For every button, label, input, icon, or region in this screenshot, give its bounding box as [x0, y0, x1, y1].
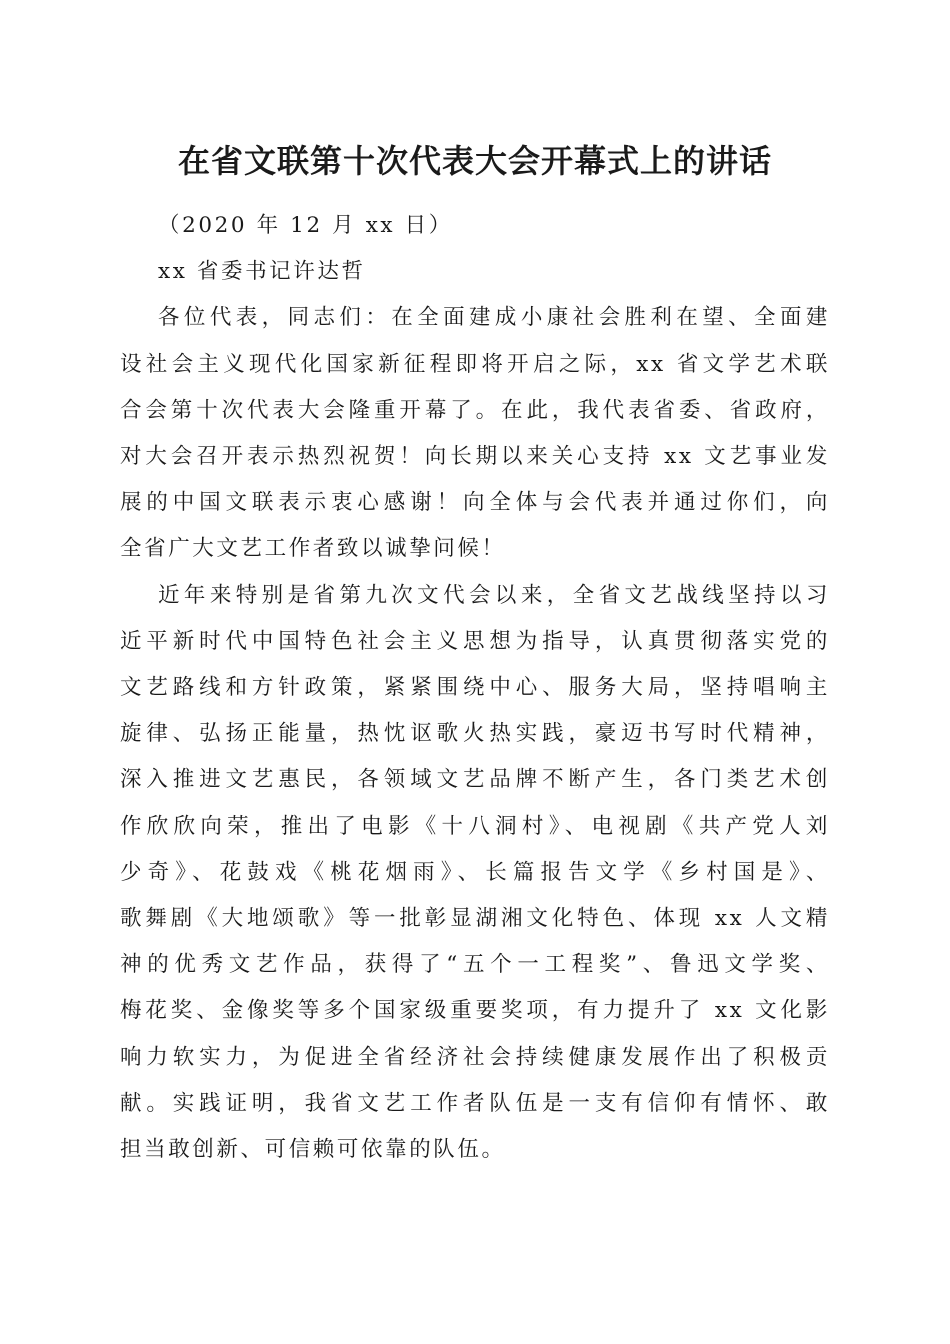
- paragraph-1: [120, 295, 830, 572]
- paragraph-line: 文艺路线和方针政策，紧紧围绕中心、服务大局，坚持唱响主: [120, 675, 830, 701]
- paragraph-line: 少奇》、花鼓戏《桃花烟雨》、长篇报告文学《乡村国是》、: [120, 859, 830, 885]
- paragraph-line: 全省广大文艺工作者致以诚挚问候！: [120, 536, 506, 562]
- date-line: （2020 年 12 月 xx 日）: [158, 213, 453, 238]
- paragraph-line: 对大会召开表示热烈祝贺！向长期以来关心支持 xx 文艺事业发: [120, 444, 830, 470]
- paragraph-line: 各位代表，同志们：在全面建成小康社会胜利在望、全面建: [158, 305, 830, 331]
- paragraph-line: 梅花奖、金像奖等多个国家级重要奖项，有力提升了 xx 文化影: [120, 998, 830, 1024]
- paragraph-line: 作欣欣向荣，推出了电影《十八洞村》、电视剧《共产党人刘: [120, 813, 830, 839]
- paragraph-line: 设社会主义现代化国家新征程即将开启之际，xx 省文学艺术联: [120, 351, 830, 377]
- paragraph-line: 深入推进文艺惠民，各领域文艺品牌不断产生，各门类艺术创: [120, 767, 830, 793]
- paragraph-line: 近平新时代中国特色社会主义思想为指导，认真贯彻落实党的: [120, 628, 830, 654]
- paragraph-line: 歌舞剧《大地颂歌》等一批彰显湖湘文化特色、体现 xx 人文精: [120, 906, 830, 932]
- paragraph-line: 展的中国文联表示衷心感谢！向全体与会代表并通过你们，向: [120, 490, 830, 516]
- paragraph-line: 合会第十次代表大会隆重开幕了。在此，我代表省委、省政府，: [120, 397, 830, 423]
- speaker-line: xx 省委书记许达哲: [158, 259, 366, 285]
- paragraph-line: 响力软实力，为促进全省经济社会持续健康发展作出了积极贡: [120, 1044, 830, 1070]
- paragraph-line: 担当敢创新、可信赖可依靠的队伍。: [120, 1137, 506, 1163]
- paragraph-line: 献。实践证明，我省文艺工作者队伍是一支有信仰有情怀、敢: [120, 1090, 830, 1116]
- paragraph-line: 神的优秀文艺作品，获得了“五个一工程奖”、鲁迅文学奖、: [120, 952, 830, 978]
- document-body: [120, 203, 830, 1173]
- paragraph-line: 近年来特别是省第九次文代会以来，全省文艺战线坚持以习: [158, 582, 830, 608]
- paragraph-line: 旋律、弘扬正能量，热忱讴歌火热实践，豪迈书写时代精神，: [120, 721, 830, 747]
- document-title: 在省文联第十次代表大会开幕式上的讲话: [177, 142, 772, 180]
- paragraph-2: [120, 573, 830, 1174]
